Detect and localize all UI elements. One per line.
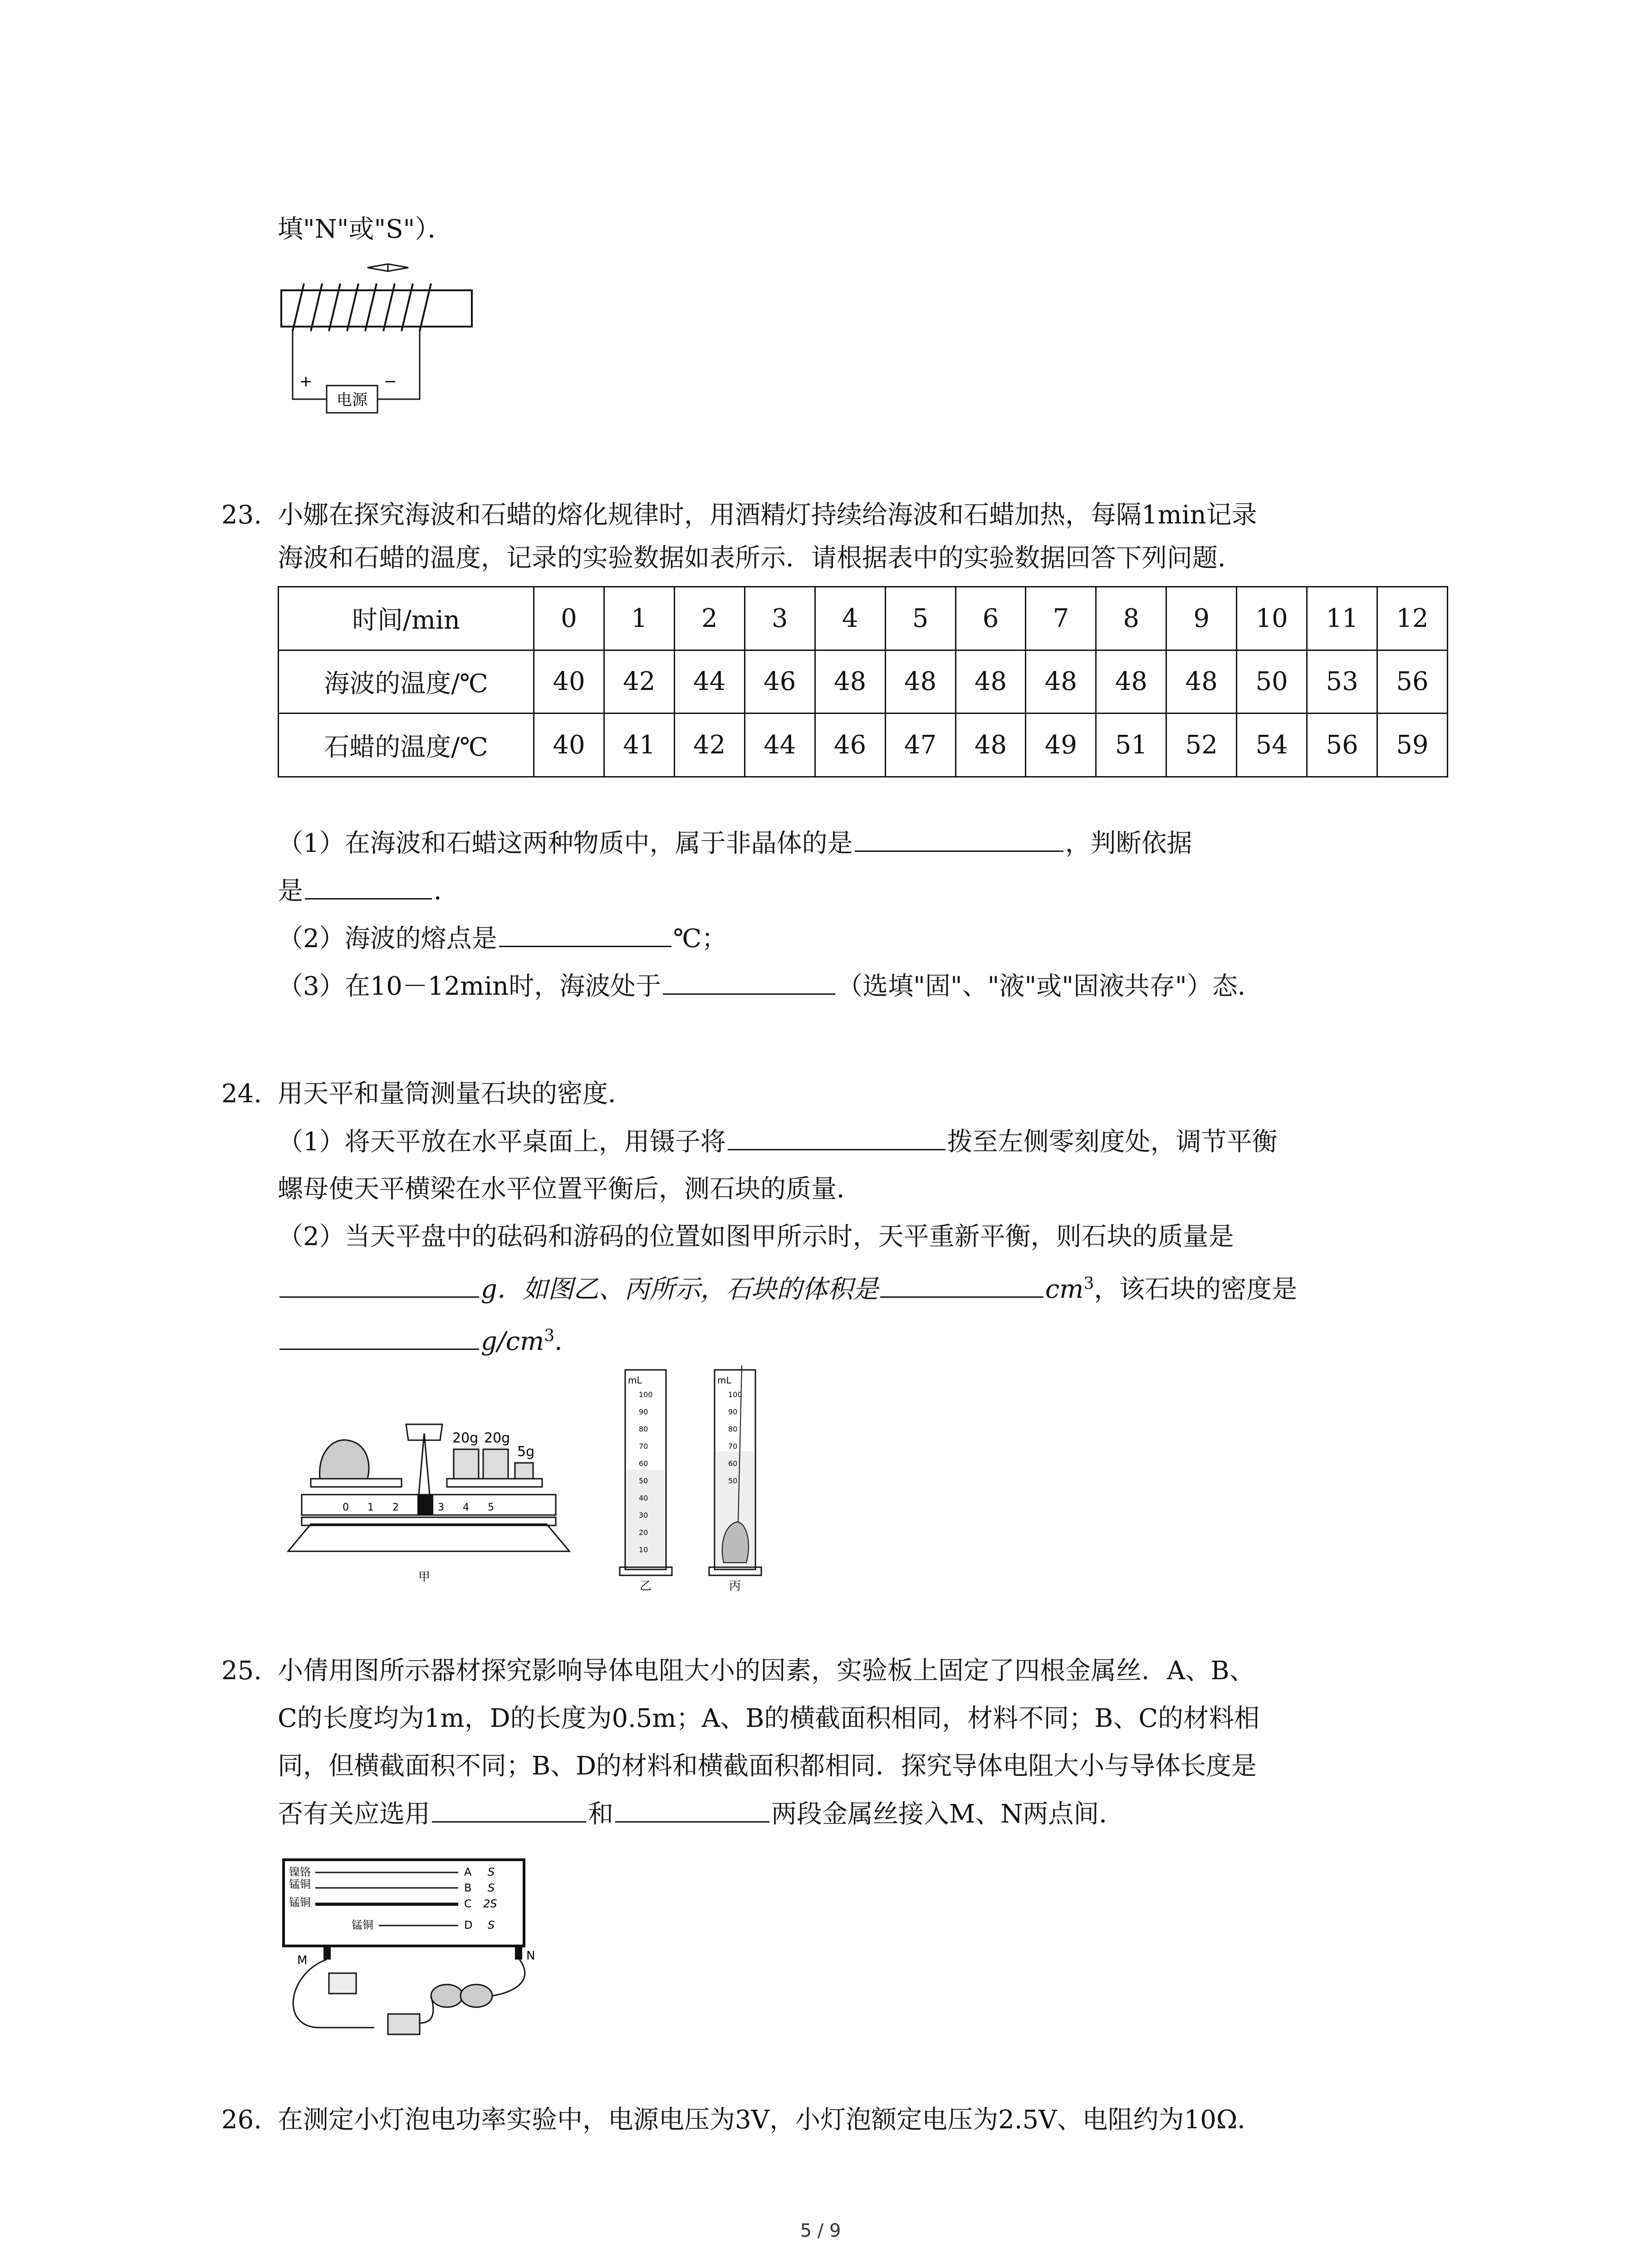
svg-text:D: D — [464, 1919, 473, 1931]
table-cell: 2 — [674, 587, 745, 650]
answer-blank[interactable] — [615, 1799, 769, 1823]
stone-icon — [320, 1440, 369, 1479]
table-cell: 48 — [955, 714, 1026, 777]
table-cell: 53 — [1307, 650, 1377, 714]
table-cell: 4 — [815, 587, 885, 650]
table-cell: 1 — [604, 587, 674, 650]
q25-line4: 否有关应选用 和 两段金属丝接入M、N两点间． — [278, 1799, 1125, 1829]
svg-text:60: 60 — [639, 1459, 648, 1468]
q24-number: 24. — [221, 1079, 262, 1109]
table-cell: 9 — [1166, 587, 1237, 650]
table-cell: 10 — [1237, 587, 1307, 650]
table-cell: 59 — [1377, 714, 1448, 777]
page-number: 5 / 9 — [800, 2220, 841, 2241]
svg-text:A: A — [464, 1866, 472, 1878]
table-cell: 12 — [1377, 587, 1448, 650]
answer-blank[interactable] — [432, 1799, 586, 1823]
table-cell: 51 — [1096, 714, 1166, 777]
table-cell: 40 — [534, 650, 604, 714]
q25-line2: C的长度均为1m，D的长度为0.5m；A、B的横截面积相同，材料不同；B、C的材料相 — [278, 1704, 1260, 1733]
compass-needle-icon — [367, 264, 408, 271]
svg-text:镍铬: 镍铬 — [289, 1866, 311, 1878]
svg-text:90: 90 — [639, 1408, 648, 1416]
svg-text:C: C — [464, 1897, 472, 1910]
q24-line1: 用天平和量筒测量石块的密度． — [278, 1079, 633, 1109]
svg-text:2S: 2S — [483, 1897, 497, 1910]
table-cell: 0 — [534, 587, 604, 650]
q23-sub1-line1: （1）在海波和石蜡这两种物质中，属于非晶体的是 ，判断依据 — [278, 829, 1192, 858]
svg-text:70: 70 — [639, 1442, 648, 1451]
scale-tick: 3 — [438, 1502, 444, 1513]
scale-tick: 1 — [367, 1502, 374, 1513]
answer-blank[interactable] — [279, 1326, 479, 1350]
figure-label-yi: 乙 — [639, 1579, 652, 1593]
svg-text:mL: mL — [717, 1375, 731, 1386]
table-cell: 48 — [815, 650, 885, 714]
svg-text:锰铜: 锰铜 — [289, 1896, 311, 1909]
table-cell: 40 — [534, 714, 604, 777]
table-row-label-haibo: 海波的温度/℃ — [279, 650, 534, 714]
figure-label-bing: 丙 — [729, 1579, 741, 1593]
table-cell: 52 — [1166, 714, 1237, 777]
table-row-label-shila: 石蜡的温度/℃ — [279, 714, 534, 777]
table-cell: 5 — [885, 587, 955, 650]
answer-blank[interactable] — [880, 1274, 1043, 1298]
q22-tail: 填"N"或"S"）． — [278, 215, 453, 244]
table-cell: 41 — [604, 714, 674, 777]
table-cell: 48 — [1166, 650, 1237, 714]
q24-sub2-line1: （2）当天平盘中的砝码和游码的位置如图甲所示时，天平重新平衡，则石块的质量是 — [278, 1222, 1234, 1251]
q24-sub1-line1: （1）将天平放在水平桌面上，用镊子将 拨至左侧零刻度处，调节平衡 — [278, 1127, 1278, 1157]
svg-text:S: S — [488, 1882, 495, 1894]
svg-text:30: 30 — [639, 1511, 648, 1520]
cylinder-bing-figure — [701, 1361, 778, 1597]
table-row — [279, 714, 1448, 777]
answer-blank[interactable] — [499, 923, 671, 947]
q24-sub2-line3: $g/cm^3$． — [278, 1326, 580, 1357]
table-cell: 3 — [745, 587, 815, 650]
svg-text:40: 40 — [639, 1494, 648, 1502]
svg-text:10: 10 — [639, 1545, 648, 1554]
q24-sub1-line2: 螺母使天平横梁在水平位置平衡后，测石块的质量． — [278, 1174, 862, 1204]
table-cell: 46 — [745, 650, 815, 714]
table-header-time: 时间/min — [279, 587, 534, 650]
table-cell: 44 — [674, 650, 745, 714]
table-cell: 46 — [815, 714, 885, 777]
answer-blank[interactable] — [728, 1126, 945, 1150]
svg-text:60: 60 — [728, 1459, 738, 1468]
svg-text:50: 50 — [728, 1476, 738, 1485]
table-cell: 48 — [885, 650, 955, 714]
table-cell: 48 — [1026, 650, 1096, 714]
table-cell: 48 — [955, 650, 1026, 714]
table-cell: 8 — [1096, 587, 1166, 650]
table-cell: 6 — [955, 587, 1026, 650]
resistance-board-figure — [274, 1855, 583, 2046]
svg-text:90: 90 — [728, 1408, 738, 1416]
balance-figure — [274, 1397, 583, 1588]
table-cell: 54 — [1237, 714, 1307, 777]
switch-icon — [388, 2014, 420, 2034]
terminal-m: M — [297, 1954, 308, 1967]
battery-icon — [431, 1984, 492, 2007]
svg-text:70: 70 — [728, 1442, 738, 1451]
plus-sign: + — [299, 372, 313, 391]
svg-text:100: 100 — [728, 1390, 742, 1399]
q25-number: 25. — [221, 1656, 262, 1686]
ammeter-icon — [329, 1973, 356, 1994]
q23-line2: 海波和石蜡的温度，记录的实验数据如表所示．请根据表中的实验数据回答下列问题． — [278, 543, 1243, 573]
svg-text:锰铜: 锰铜 — [289, 1878, 311, 1891]
q25-line3: 同，但横截面积不同；B、D的材料和横截面积都相同．探究导体电阻大小与导体长度是 — [278, 1751, 1257, 1781]
figure-label-jia: 甲 — [418, 1570, 431, 1584]
q25-line1: 小倩用图所示器材探究影响导体电阻大小的因素，实验板上固定了四根金属丝．A、B、 — [278, 1656, 1255, 1686]
power-supply-label: 电源 — [337, 391, 367, 409]
svg-text:100: 100 — [639, 1390, 653, 1399]
q24-sub2-line2: g．如图乙、丙所示，石块的体积是 $cm^3$，该石块的密度是 — [278, 1274, 1297, 1305]
table-cell: 48 — [1096, 650, 1166, 714]
answer-blank[interactable] — [305, 875, 432, 899]
scale-tick: 4 — [463, 1502, 469, 1513]
table-cell: 49 — [1026, 714, 1096, 777]
cylinder-yi-figure — [612, 1361, 689, 1597]
table-cell: 42 — [604, 650, 674, 714]
scale-tick: 5 — [488, 1502, 494, 1513]
answer-blank[interactable] — [663, 971, 835, 995]
q23-sub1-line2: 是 ． — [278, 876, 459, 906]
svg-text:S: S — [488, 1866, 495, 1878]
svg-text:mL: mL — [628, 1375, 642, 1386]
table-cell: 47 — [885, 714, 955, 777]
svg-text:50: 50 — [639, 1476, 648, 1485]
table-cell: 7 — [1026, 587, 1096, 650]
table-cell: 42 — [674, 714, 745, 777]
weight-label: 20g — [484, 1430, 510, 1446]
q23-line1: 小娜在探究海波和石蜡的熔化规律时，用酒精灯持续给海波和石蜡加热，每隔1min记录 — [278, 500, 1257, 530]
weight-label: 5g — [517, 1444, 535, 1460]
solenoid-figure — [272, 254, 481, 445]
q26-number: 26. — [221, 2105, 262, 2135]
weight-label: 20g — [452, 1430, 479, 1446]
terminal-n: N — [526, 1949, 535, 1963]
q23-sub2: （2）海波的熔点是 ℃； — [278, 924, 727, 953]
q23-number: 23. — [221, 500, 262, 530]
svg-text:80: 80 — [639, 1425, 648, 1433]
scale-tick: 2 — [392, 1502, 399, 1513]
minus-sign: − — [384, 372, 397, 391]
temperature-table — [278, 586, 1448, 777]
svg-text:B: B — [464, 1882, 472, 1894]
table-row — [279, 587, 1448, 650]
q23-sub3: （3）在10－12min时，海波处于 （选填"固"、"液"或"固液共存"）态． — [278, 972, 1263, 1001]
table-cell: 44 — [745, 714, 815, 777]
svg-text:80: 80 — [728, 1425, 738, 1433]
table-cell: 11 — [1307, 587, 1377, 650]
table-cell: 50 — [1237, 650, 1307, 714]
q26-line1: 在测定小灯泡电功率实验中，电源电压为3V，小灯泡额定电压为2.5V、电阻约为10Ω． — [278, 2105, 1263, 2135]
svg-text:20: 20 — [639, 1528, 648, 1537]
scale-tick: 0 — [343, 1502, 349, 1513]
table-cell: 56 — [1307, 714, 1377, 777]
table-row — [279, 650, 1448, 714]
svg-text:S: S — [488, 1919, 495, 1931]
answer-blank[interactable] — [279, 1274, 479, 1298]
table-cell: 56 — [1377, 650, 1448, 714]
answer-blank[interactable] — [855, 828, 1063, 852]
svg-text:锰铜: 锰铜 — [352, 1919, 373, 1931]
